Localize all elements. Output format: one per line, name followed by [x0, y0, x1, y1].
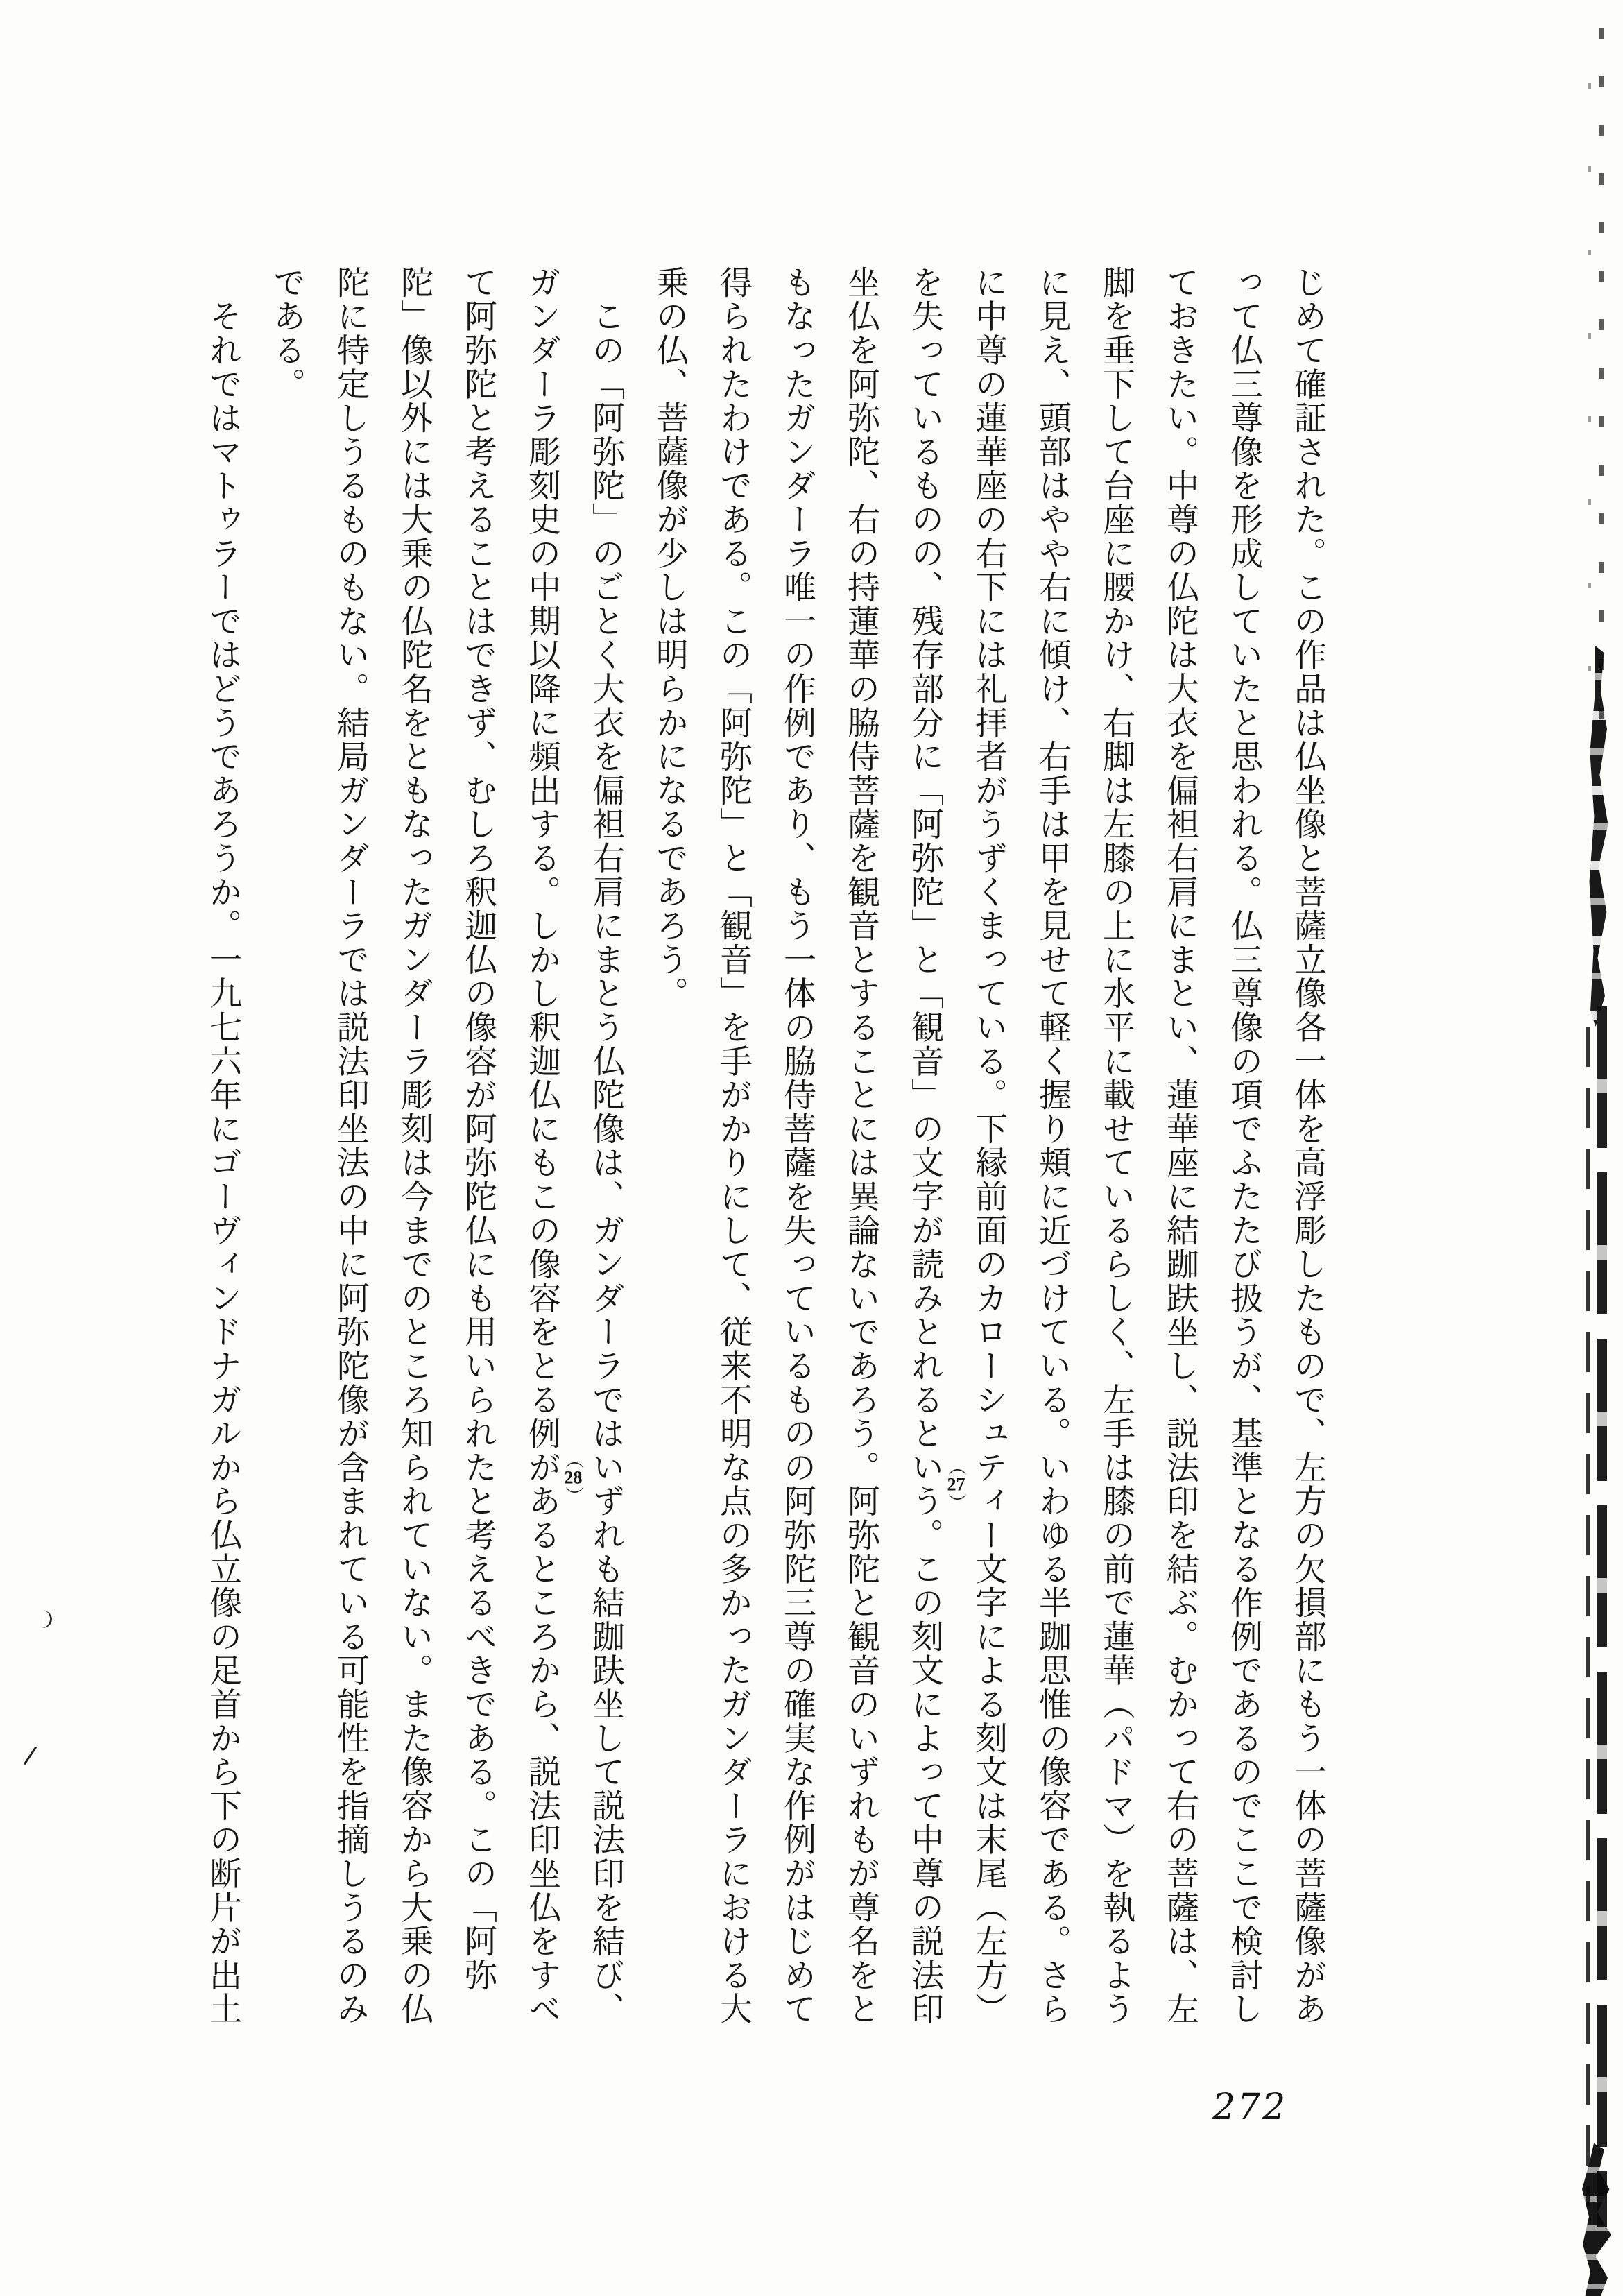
scan-streak-artifact [1597, 1006, 1607, 2227]
footnote-marker-27 [943, 1457, 966, 1511]
column-text: ておきたい。中尊の仏陀は大衣を偏袒右肩にまとい、蓮華座に結跏趺坐し、説法印を結ぶ。むかって右の菩薩は、左 [1162, 266, 1198, 2026]
scan-streak-artifact [1586, 1027, 1590, 2206]
footnote-paren-open: （ [946, 1457, 966, 1475]
text-column-05 [1020, 266, 1084, 2031]
text-column-13 [510, 266, 583, 2031]
text-column-11 [637, 266, 701, 2031]
text-column-09 [765, 266, 829, 2031]
column-text: 得られたわけである。この「阿弥陀」と「観音」を手がかりにして、従来不明な点の多かったガンダーラにおける大 [715, 266, 751, 2026]
column-text: それではマトゥラーではどうであろうか。一九七六年にゴーヴィンドナガルから仏立像の足首から下の断片が出土 [205, 266, 241, 2026]
scan-speck-artifact [24, 1747, 37, 1765]
text-block [191, 266, 1339, 2031]
scan-speck-artifact [40, 1610, 53, 1629]
text-column-02 [1212, 266, 1276, 2031]
column-text: を失っているものの、残存部分に「阿弥陀」と「観音」の文字が読みとれるという。この刻文によって中尊の説法印 [907, 266, 943, 2026]
column-text: って仏三尊像を形成していたと思われる。仏三尊像の項でふたたび扱うが、基準となる作例であるのでここで検討し [1226, 266, 1262, 2026]
column-text: て阿弥陀と考えることはできず、むしろ釈迦仏の像容が阿弥陀仏にも用いられたと考えるべきである。この「阿弥 [460, 266, 496, 1992]
column-text: である。 [268, 266, 304, 402]
column-text: 乗の仏、菩薩像が少しは明らかになるであろう。 [651, 266, 687, 1011]
text-column-07 [893, 266, 966, 2031]
text-column-17 [255, 266, 318, 2031]
page-number: 272 [1212, 2087, 1288, 2128]
text-column-06 [956, 266, 1020, 2031]
text-column-04 [1084, 266, 1148, 2031]
footnote-paren-close: ） [946, 1493, 966, 1511]
column-text: 脚を垂下して台座に腰かけ、右脚は左膝の上に水平に載せているらしく、左手は膝の前で蓮華（パドマ）を執るよう [1098, 266, 1134, 2026]
text-column-08 [829, 266, 893, 2031]
column-text: 坐仏を阿弥陀、右の持蓮華の脇侍菩薩を観音とすることには異論ないであろう。阿弥陀と観音のいずれもが尊名をと [843, 266, 879, 2026]
scan-streak-artifact [1599, 28, 1604, 721]
column-text: じめて確証された。この作品は仏坐像と菩薩立像各一体を高浮彫したもので、左方の欠損部にもう一体の菩薩像があ [1289, 266, 1325, 2026]
text-column-14 [446, 266, 510, 2031]
text-column-16 [318, 266, 382, 2031]
column-text: もなったガンダーラ唯一の作例であり、もう一体の脇侍菩薩を失っているものの阿弥陀三尊の確実な作例がはじめて [779, 266, 815, 2026]
text-column-15 [382, 266, 446, 2031]
text-column-10 [701, 266, 765, 2031]
scan-streak-artifact [1588, 645, 1609, 1027]
column-text: に見え、頭部はやや右に傾け、右手は甲を見せて軽く握り頬に近づけている。いわゆる半跏思惟の像容である。さら [1034, 266, 1070, 2026]
scan-streak-artifact [1588, 83, 1591, 680]
column-text: に中尊の蓮華座の右下には礼拝者がうずくまっている。下縁前面のカローシュティー文字による刻文は末尾（左方） [970, 266, 1006, 2026]
text-column-18 [191, 266, 255, 2031]
footnote-paren-close: ） [563, 1487, 583, 1505]
text-column-12 [574, 266, 637, 2031]
footnote-number: 27 [947, 1475, 965, 1493]
column-text: 陀に特定しうるものもない。結局ガンダーラでは説法印坐法の中に阿弥陀像が含まれている可能性を指摘しうるのみ [332, 266, 368, 2026]
footnote-number: 28 [564, 1468, 583, 1487]
column-text: この「阿弥陀」のごとく大衣を偏袒右肩にまとう仏陀像は、ガンダーラではいずれも結跏趺坐して説法印を結び、 [587, 266, 624, 2026]
text-column-01 [1276, 266, 1339, 2031]
text-column-03 [1148, 266, 1212, 2031]
footnote-paren-open: （ [563, 1450, 583, 1468]
column-text: ガンダーラ彫刻史の中期以降に頻出する。しかし釈迦仏にもこの像容をとる例があるところから、説法印坐仏をすべ [524, 266, 560, 2026]
column-text: 陀」像以外には大乗の仏陀名をともなったガンダーラ彫刻は今までのところ知られていない。また像容から大乗の仏 [396, 266, 432, 2026]
footnote-marker-28 [560, 1450, 583, 1505]
scan-streak-artifact [1580, 2143, 1615, 2296]
